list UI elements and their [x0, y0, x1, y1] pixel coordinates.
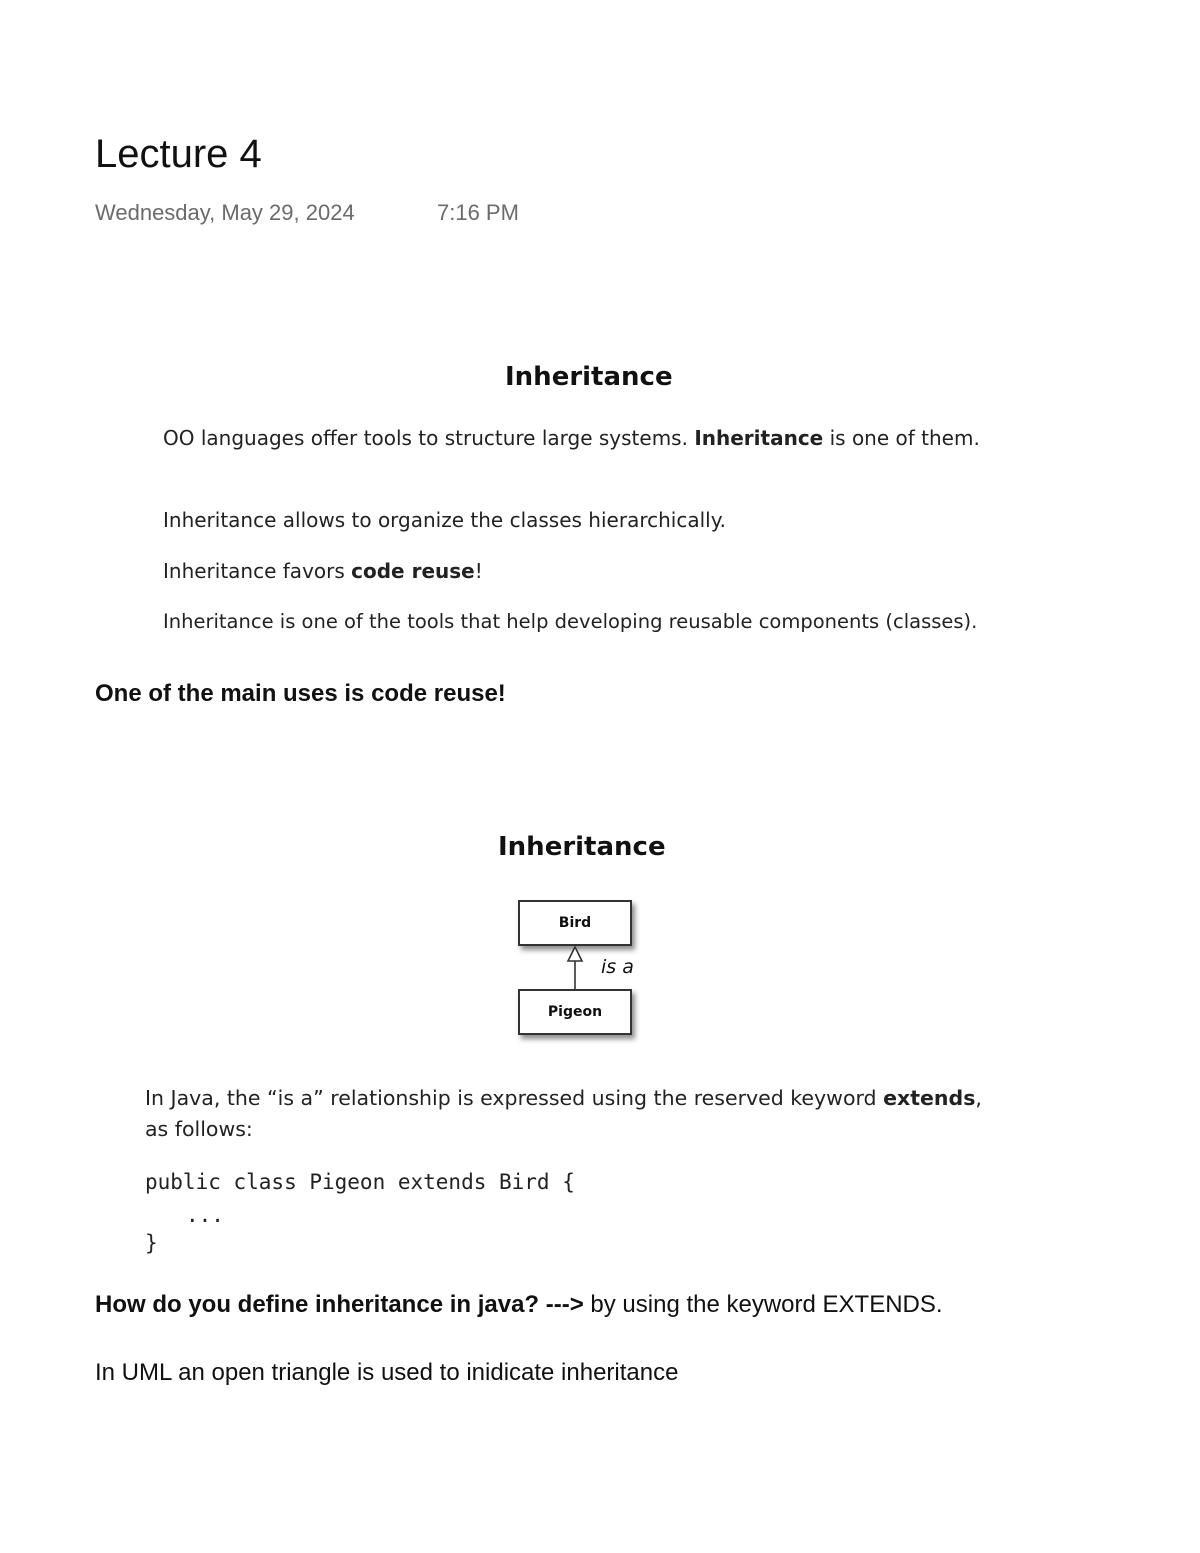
- slide1-heading: Inheritance: [505, 362, 673, 392]
- code-line-2: ...: [186, 1203, 224, 1227]
- note-define-inheritance: [95, 1291, 943, 1319]
- uml-class-bird: [518, 900, 632, 946]
- uml-class-pigeon-label: Pigeon: [547, 1004, 603, 1020]
- note-define-inheritance-question: How do you define inheritance in java? --->: [95, 1291, 584, 1318]
- uml-class-pigeon: [518, 989, 632, 1035]
- page-time: 7:16 PM: [437, 200, 519, 225]
- slide2-heading: Inheritance: [498, 832, 666, 862]
- slide2-text1-suffix: ,: [975, 1086, 982, 1110]
- slide2-text1: [145, 1086, 982, 1110]
- uml-inheritance-arrow: [560, 944, 590, 992]
- note-define-inheritance-answer: by using the keyword EXTENDS.: [583, 1291, 943, 1318]
- uml-relation-label: is a: [601, 956, 634, 978]
- slide1-line2: Inheritance allows to organize the classes hierarchically.: [163, 508, 727, 532]
- slide1-line3-bold: code reuse: [351, 559, 475, 583]
- slide1-line4: Inheritance is one of the tools that help developing reusable components (classes).: [163, 610, 978, 633]
- note-uml-triangle: In UML an open triangle is used to inidicate inheritance: [95, 1359, 679, 1386]
- slide1-line1-suffix: is one of them.: [823, 426, 980, 450]
- slide2-text1-prefix: In Java, the “is a” relationship is expressed using the reserved keyword: [145, 1086, 884, 1110]
- page-date: Wednesday, May 29, 2024: [95, 200, 355, 225]
- code-line-3: }: [145, 1231, 158, 1255]
- uml-open-triangle: [568, 947, 582, 961]
- slide1-line1-prefix: OO languages offer tools to structure large systems.: [163, 426, 695, 450]
- slide1-line1-bold: Inheritance: [694, 426, 824, 450]
- slide2-text1-bold: extends: [883, 1086, 976, 1110]
- slide1-line3: [163, 559, 483, 583]
- page-title: Lecture 4: [95, 132, 262, 176]
- code-line-1: public class Pigeon extends Bird {: [145, 1170, 575, 1194]
- slide2-text2: as follows:: [145, 1117, 253, 1141]
- note-code-reuse: One of the main uses is code reuse!: [95, 680, 506, 707]
- slide1-line3-prefix: Inheritance favors: [163, 559, 352, 583]
- slide1-line3-suffix: !: [474, 559, 483, 583]
- uml-class-bird-label: Bird: [558, 915, 592, 931]
- slide1-line1: [163, 426, 980, 450]
